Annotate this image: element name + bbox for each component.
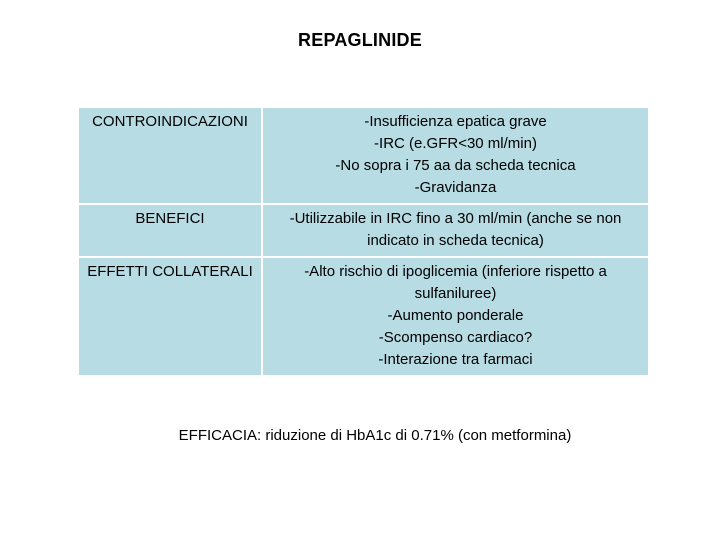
- value-line: -Alto rischio di ipoglicemia (inferiore rispetto a: [304, 263, 607, 280]
- efficacy-note: EFFICACIA: riduzione di HbA1c di 0.71% (con metformina): [178, 427, 572, 444]
- table-row-effetti-collaterali: [79, 258, 648, 375]
- value-line: sulfaniluree): [414, 285, 497, 302]
- row-value-effetti-collaterali: [263, 258, 648, 375]
- value-line: indicato in scheda tecnica): [367, 232, 544, 249]
- value-line: -Scompenso cardiaco?: [378, 329, 533, 346]
- row-value-benefici: [263, 205, 648, 258]
- table-row-benefici: [79, 205, 648, 258]
- table-row-controindicazioni: [79, 108, 648, 205]
- row-label-controindicazioni: CONTROINDICAZIONI: [79, 108, 263, 205]
- row-value-controindicazioni: [263, 108, 648, 205]
- row-label-effetti-collaterali: EFFETTI COLLATERALI: [79, 258, 263, 375]
- value-line: -Interazione tra farmaci: [378, 351, 533, 368]
- value-line: -No sopra i 75 aa da scheda tecnica: [335, 157, 576, 174]
- page-title: REPAGLINIDE: [298, 30, 422, 50]
- value-line: -Aumento ponderale: [387, 307, 524, 324]
- row-label-benefici: BENEFICI: [79, 205, 263, 258]
- drug-info-table: [79, 108, 648, 375]
- value-line: -IRC (e.GFR<30 ml/min): [374, 135, 537, 152]
- value-line: -Insufficienza epatica grave: [364, 113, 547, 130]
- value-line: -Utilizzabile in IRC fino a 30 ml/min (anche se non: [289, 210, 622, 227]
- value-line: -Gravidanza: [414, 179, 497, 196]
